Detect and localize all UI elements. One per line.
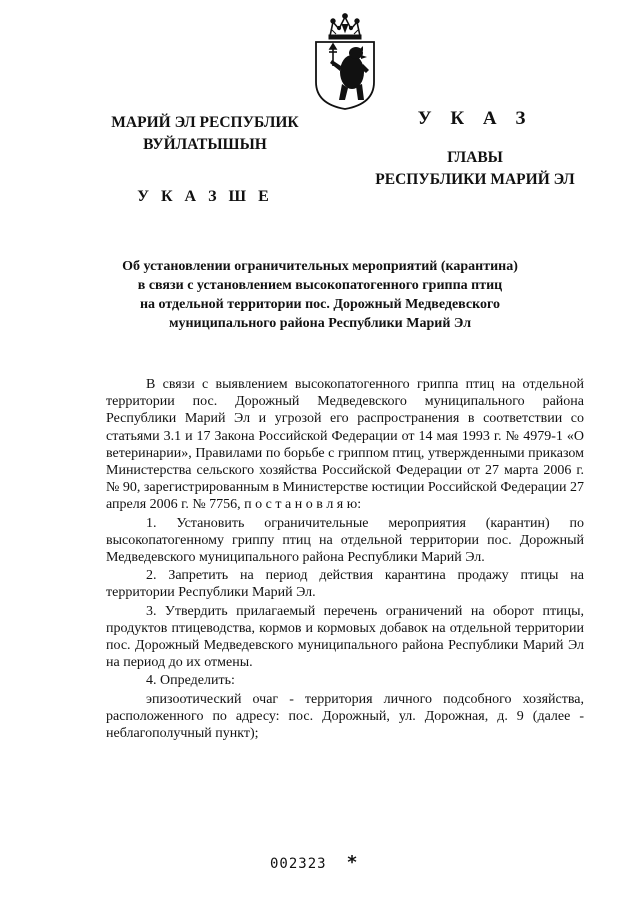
header-left-decree: У К А З Ш Е bbox=[137, 188, 273, 205]
item-1-paragraph: 1. Установить ограничительные мероприятия (карантин) по высокопатогенному гриппу птиц на отдельной территории пос. Дорожный Медведевского муниципального района Республики Марий Эл. bbox=[106, 515, 584, 566]
item-4-paragraph: 4. Определить: bbox=[146, 673, 235, 689]
item-3-paragraph: 3. Утвердить прилагаемый перечень ограничений на оборот птицы, продуктов птицеводства, кормов и кормовых добавок на отдельной территории пос. Дорожный Медведевского муниципального района Республики Марий Эл на период до их отмены. bbox=[106, 603, 584, 671]
document-body bbox=[106, 376, 584, 742]
header-right-line-1: ГЛАВЫ bbox=[447, 149, 503, 166]
header-left-line-1: МАРИЙ ЭЛ РЕСПУБЛИК bbox=[111, 114, 299, 131]
title-line: на отдельной территории пос. Дорожный Медведевского bbox=[139, 297, 501, 312]
title-line: Об установлении ограничительных мероприятий (карантина) bbox=[122, 259, 518, 274]
title-line: муниципального района Республики Марий Эл bbox=[168, 316, 472, 331]
header-left bbox=[100, 112, 310, 208]
serial-number-value: 002323 bbox=[270, 856, 327, 872]
header-left-line-2: ВУЙЛАТЫШЫН bbox=[143, 136, 267, 153]
title-line: в связи с установлением высокопатогенного гриппа птиц bbox=[137, 278, 503, 293]
preamble-paragraph: В связи с выявлением высокопатогенного гриппа птиц на отдельной территории пос. Дорожный Медведевского муниципального района Республики Марий Эл и угрозой его распространения в соответствии со статьями 3.1 и 17 Закона Российской Федерации от 14 мая 1993 г. № 4979-1 «О ветеринарии», Правилами по борьбе с гриппом птиц, утвержденными приказом Министерства сельского хозяйства Российской Федерации от 27 марта 2006 г. № 90, зарегистрированным в Министерстве юстиции Российской Федерации 27 апреля 2006 г. № 7756, п о с т а н о в л я ю: bbox=[106, 377, 584, 513]
coat-of-arms bbox=[306, 8, 384, 112]
header-right-decree: У К А З bbox=[417, 108, 533, 129]
asterisk-mark: * bbox=[346, 852, 359, 873]
item-4-definition-paragraph: эпизоотический очаг - территория личного подсобного хозяйства, расположенного по адресу: пос. Дорожный, ул. Дорожная, д. 9 (далее - неблагополучный пункт); bbox=[106, 691, 584, 742]
document-title bbox=[100, 257, 540, 333]
serial-number bbox=[270, 852, 390, 873]
header-right-line-2: РЕСПУБЛИКИ МАРИЙ ЭЛ bbox=[375, 171, 575, 188]
item-2-paragraph: 2. Запретить на период действия карантина продажу птицы на территории Республики Марий Эл. bbox=[106, 568, 584, 601]
header-right bbox=[360, 108, 590, 191]
mari-el-coat-of-arms-icon bbox=[306, 8, 384, 112]
